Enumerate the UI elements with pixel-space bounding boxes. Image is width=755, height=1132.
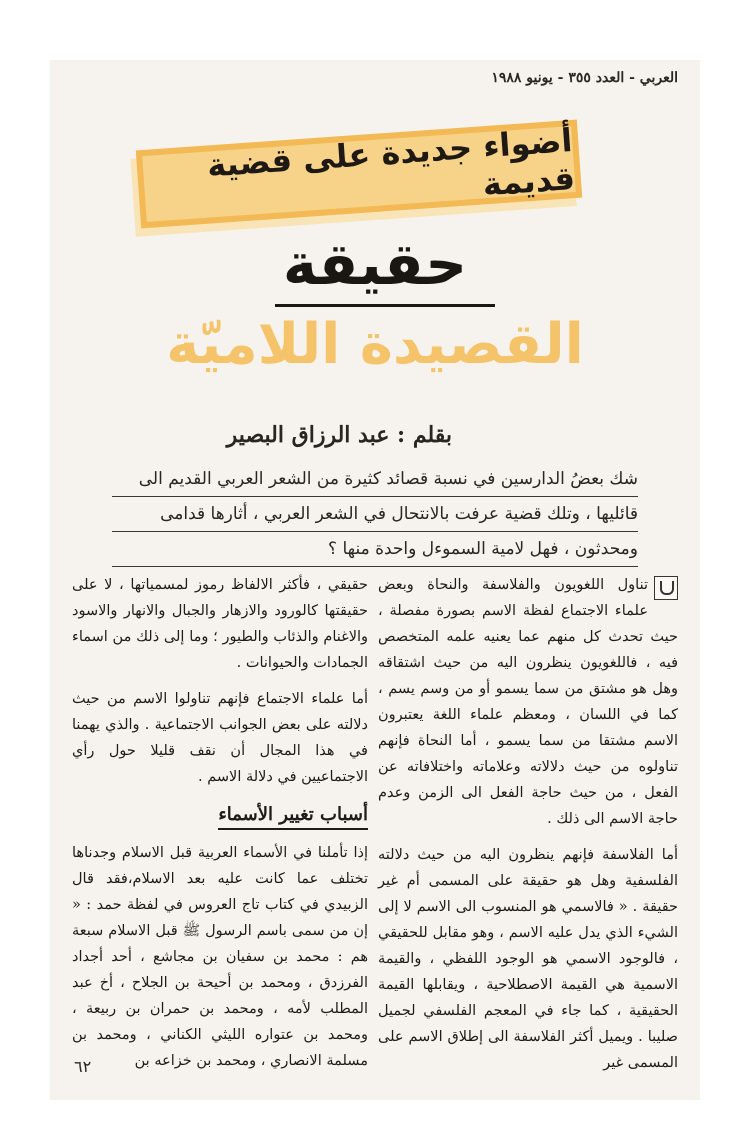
abstract: [112, 462, 638, 567]
body-paragraph: أما الفلاسفة فإنهم ينظرون اليه من حيث دلالته الفلسفية وهل هو حقيقة على المسمى أم غير حقيقة . « فالاسمي هو المنسوب الى الاسم لا إلى الشيء الذي يدل عليه الاسم ، وهو مقابل للحقيقي ، فالوجود الاسمي هو الوجود اللفظي ، والقيمة الاسمية هي القيمة الاصطلاحية ، ويقابلها القيمة الحقيقية ، كما جاء في المعجم الفلسفي لجميل صليبا . ويميل أكثر الفلاسفة الى إطلاق الاسم على المسمى غير: [378, 847, 678, 1071]
title-line-2: القصيدة اللاميّة: [166, 312, 584, 377]
body-paragraph: إذا تأملنا في الأسماء العربية قبل الاسلام وجدناها تختلف عما كانت عليه بعد الاسلام،فقد قال الزبيدي في كتاب تاج العروس في لفظة حمد : « إن من سمى باسم الرسول ﷺ قبل الاسلام سبعة هم : محمد بن سفيان بن مجاشع ، أحد أجداد الفرزدق ، ومحمد بن أحيحة بن الجلاح ، أخ عبد المطلب لأمه ، ومحمد بن حمران بن ربيعة ، ومحمد بن عتواره الليثي الكناني ، ومحمد بن مسلمة الانصاري ، ومحمد بن خزاعه بن: [72, 845, 368, 1069]
body-paragraph: تناول اللغويون والفلاسفة والنحاة وبعض علماء الاجتماع لفظة الاسم بصورة مفصلة ، حيث تحدث كل منهم عما يعنيه علمه المتخصص فيه ، فاللغويون ينظرون اليه من حيث اشتقاقه وهل هو مشتق من سما يسمو أو من وسم يسم ، كما في اللسان ، ومعظم علماء اللغة يعتبرون الاسم مشتقا من سما يسمو ، أما النحاة فإنهم تناولوه من حيث دلالاته وعلاماته واختلافاته عن الفعل ، من حيث حاجة الفعل الى الزمن وعدم حاجة الاسم الى ذلك .: [378, 577, 678, 827]
body-paragraph: أما علماء الاجتماع فإنهم تناولوا الاسم من حيث دلالته على بعض الجوانب الاجتماعية . والذي يهمنا في هذا المجال أن نقف قليلا حول رأي الاجتماعيين في دلالة الاسم .: [72, 691, 368, 785]
title-line-1: حقيقة: [282, 230, 468, 298]
kicker-title: أضواء جديدة على قضية قديمة: [205, 121, 577, 204]
body-paragraph: حقيقي ، فأكثر الالفاظ رموز لمسمياتها ، لا على حقيقتها كالورود والازهار والجبال والانهار والاسود والاغنام والذئاب والطيور ؛ وما إلى ذلك من اسماء الجمادات والحيوانات .: [72, 577, 368, 671]
left-column: [72, 572, 368, 1084]
abstract-line: قائليها ، وتلك قضية عرفت بالانتحال في الشعر العربي ، أثارها قدامى: [112, 497, 638, 532]
kicker-box: [136, 120, 582, 229]
byline: بقلم : عبد الرزاق البصير: [226, 422, 452, 448]
abstract-line: ومحدثون ، فهل لامية السموءل واحدة منها ؟: [112, 532, 638, 567]
pen-nib-icon: [654, 576, 678, 600]
abstract-line: شك بعضُ الدارسين في نسبة قصائد كثيرة من الشعر العربي القديم الى: [112, 462, 638, 497]
right-column: [378, 572, 678, 1086]
running-head: العربي - العدد ٣٥٥ - يونيو ١٩٨٨: [491, 70, 678, 86]
section-heading: أسباب تغيير الأسماء: [218, 802, 368, 830]
title-underline: [275, 304, 495, 307]
page-number: ٦٢: [74, 1057, 92, 1076]
magazine-page: [50, 60, 700, 1100]
